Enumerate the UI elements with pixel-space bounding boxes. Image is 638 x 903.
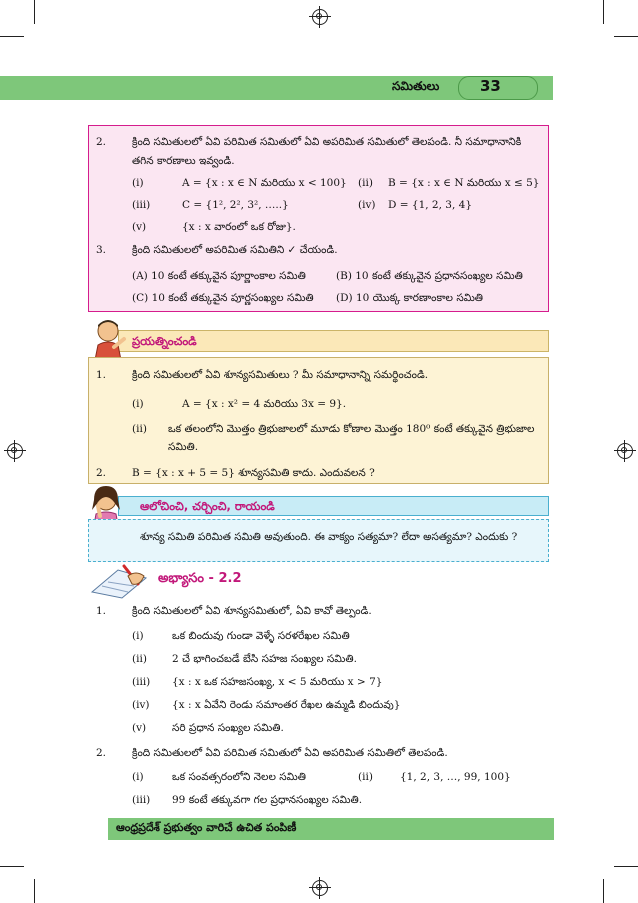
- try-heading: ప్రయత్నించండి: [132, 334, 197, 348]
- registration-mark-icon: [312, 9, 328, 25]
- item-text: B = {x : x ∈ N మరియు x ≤ 5}: [388, 177, 540, 189]
- item-label: (ii): [132, 653, 147, 665]
- item-text: {x : x వారంలో ఒక రోజు}.: [182, 221, 296, 233]
- item-text: {x : x ఏవేని రెండు సమాంతర రేఖల ఉమ్మడి బిందువు}: [172, 699, 401, 711]
- item-text: C = {1², 2², 3², …..}: [182, 199, 289, 211]
- question-number: 2.: [96, 136, 107, 148]
- crop-mark: [34, 0, 35, 24]
- question-text: తగిన కారణాలు ఇవ్వండి.: [132, 155, 235, 167]
- exercise-box: [88, 125, 549, 312]
- question-text: B = {x : x + 5 = 5} శూన్యసమితి కాదు. ఎందువలన ?: [132, 467, 375, 479]
- option-b: (B) 10 కంటే తక్కువైన ప్రధానసంఖ్యల సమితి: [336, 270, 523, 282]
- item-text: {1, 2, 3, …, 99, 100}: [400, 771, 511, 783]
- crop-mark: [603, 879, 604, 903]
- crop-mark: [0, 866, 24, 867]
- item-text: సమితి.: [168, 441, 199, 453]
- option-d: (D) 10 యొక్క కారణాంకాల సమితి: [336, 292, 484, 304]
- chapter-name: సమితులు: [392, 79, 440, 93]
- item-label: (ii): [132, 423, 147, 435]
- think-text: శూన్య సమితి పరిమిత సమితి అవుతుంది. ఈ వాక్యం సత్యమా? లేదా అసత్యమా? ఎందుకు ?: [140, 531, 518, 543]
- question-text: క్రింది సమితులలో ఏవి పరిమిత సమితులో ఏవి అపరిమిత సమితులో తెలపండి. నీ సమాధానానికి: [132, 136, 522, 148]
- item-text: A = {x : x ∈ N మరియు x < 100}: [182, 177, 347, 189]
- crop-mark: [603, 0, 604, 24]
- item-label: (i): [132, 177, 144, 189]
- question-number: 2.: [96, 467, 107, 479]
- item-label: (iii): [132, 676, 151, 688]
- question-number: 1.: [96, 369, 107, 381]
- think-heading: ఆలోచించి, చర్చించి, రాయండి: [140, 499, 275, 513]
- item-label: (i): [132, 771, 144, 783]
- page-number: 33: [480, 77, 501, 95]
- question-text: క్రింది సమితులలో అపరిమిత సమితిని ✓ చేయండి.: [132, 244, 338, 256]
- item-text: ఒక తలంలోని మొత్తం త్రిభుజాలలో మూడు కోణాల మొత్తం 180⁰ కంటే తక్కువైన త్రిభుజాల: [168, 423, 535, 435]
- question-number: 2.: [96, 747, 107, 759]
- registration-mark-icon: [312, 880, 328, 896]
- item-label: (i): [132, 630, 144, 642]
- crop-mark: [614, 866, 638, 867]
- option-c: (C) 10 కంటే తక్కువైన పూర్ణసంఖ్యల సమితి: [132, 292, 314, 304]
- item-label: (ii): [358, 177, 373, 189]
- item-text: 2 చే భాగించబడే బేసి సహజ సంఖ్యల సమితి.: [172, 653, 357, 665]
- question-text: క్రింది సమితులలో ఏవి పరిమిత సమితులో ఏవి అపరిమిత సమితిలో తెలపండి.: [132, 747, 448, 759]
- registration-mark-icon: [617, 443, 633, 459]
- item-label: (iv): [358, 199, 376, 211]
- exercise-heading: అభ్యాసం - 2.2: [158, 571, 242, 586]
- item-text: A = {x : x² = 4 మరియు 3x = 9}.: [182, 398, 347, 410]
- crop-mark: [34, 879, 35, 903]
- item-label: (iii): [132, 794, 151, 806]
- item-text: ఒక సంవత్సరంలోని నెలల సమితి: [172, 771, 306, 783]
- footer-text: ఆంధ్రప్రదేశ్ ప్రభుత్వం వారిచే ఉచిత పంపిణీ: [116, 821, 297, 834]
- item-text: ఒక బిందువు గుండా వెళ్ళే సరళరేఖల సమితి: [172, 630, 350, 642]
- question-number: 1.: [96, 605, 107, 617]
- item-label: (v): [132, 221, 147, 233]
- item-label: (i): [132, 398, 144, 410]
- registration-mark-icon: [7, 443, 23, 459]
- option-a: (A) 10 కంటే తక్కువైన పూర్ణాంకాల సమితి: [132, 270, 306, 282]
- crop-mark: [614, 36, 638, 37]
- item-text: D = {1, 2, 3, 4}: [388, 199, 472, 211]
- crop-mark: [0, 36, 24, 37]
- question-number: 3.: [96, 244, 107, 256]
- question-text: క్రింది సమితులలో ఏవి శూన్యసమితులో, ఏవి కావో తెల్పండి.: [132, 605, 372, 617]
- writing-hand-icon: [88, 562, 150, 600]
- item-label: (iv): [132, 699, 150, 711]
- item-label: (v): [132, 722, 147, 734]
- item-label: (ii): [358, 771, 373, 783]
- question-text: క్రింది సమితులలో ఏవి శూన్యసమితులు ? మీ సమాధానాన్ని సమర్థించండి.: [132, 369, 429, 381]
- item-text: {x : x ఒక సహజసంఖ్య, x < 5 మరియు x > 7}: [172, 676, 383, 688]
- item-label: (iii): [132, 199, 151, 211]
- item-text: సరి ప్రధాన సంఖ్యల సమితి.: [172, 722, 284, 734]
- item-text: 99 కంటే తక్కువగా గల ప్రధానసంఖ్యల సమితి.: [172, 794, 363, 806]
